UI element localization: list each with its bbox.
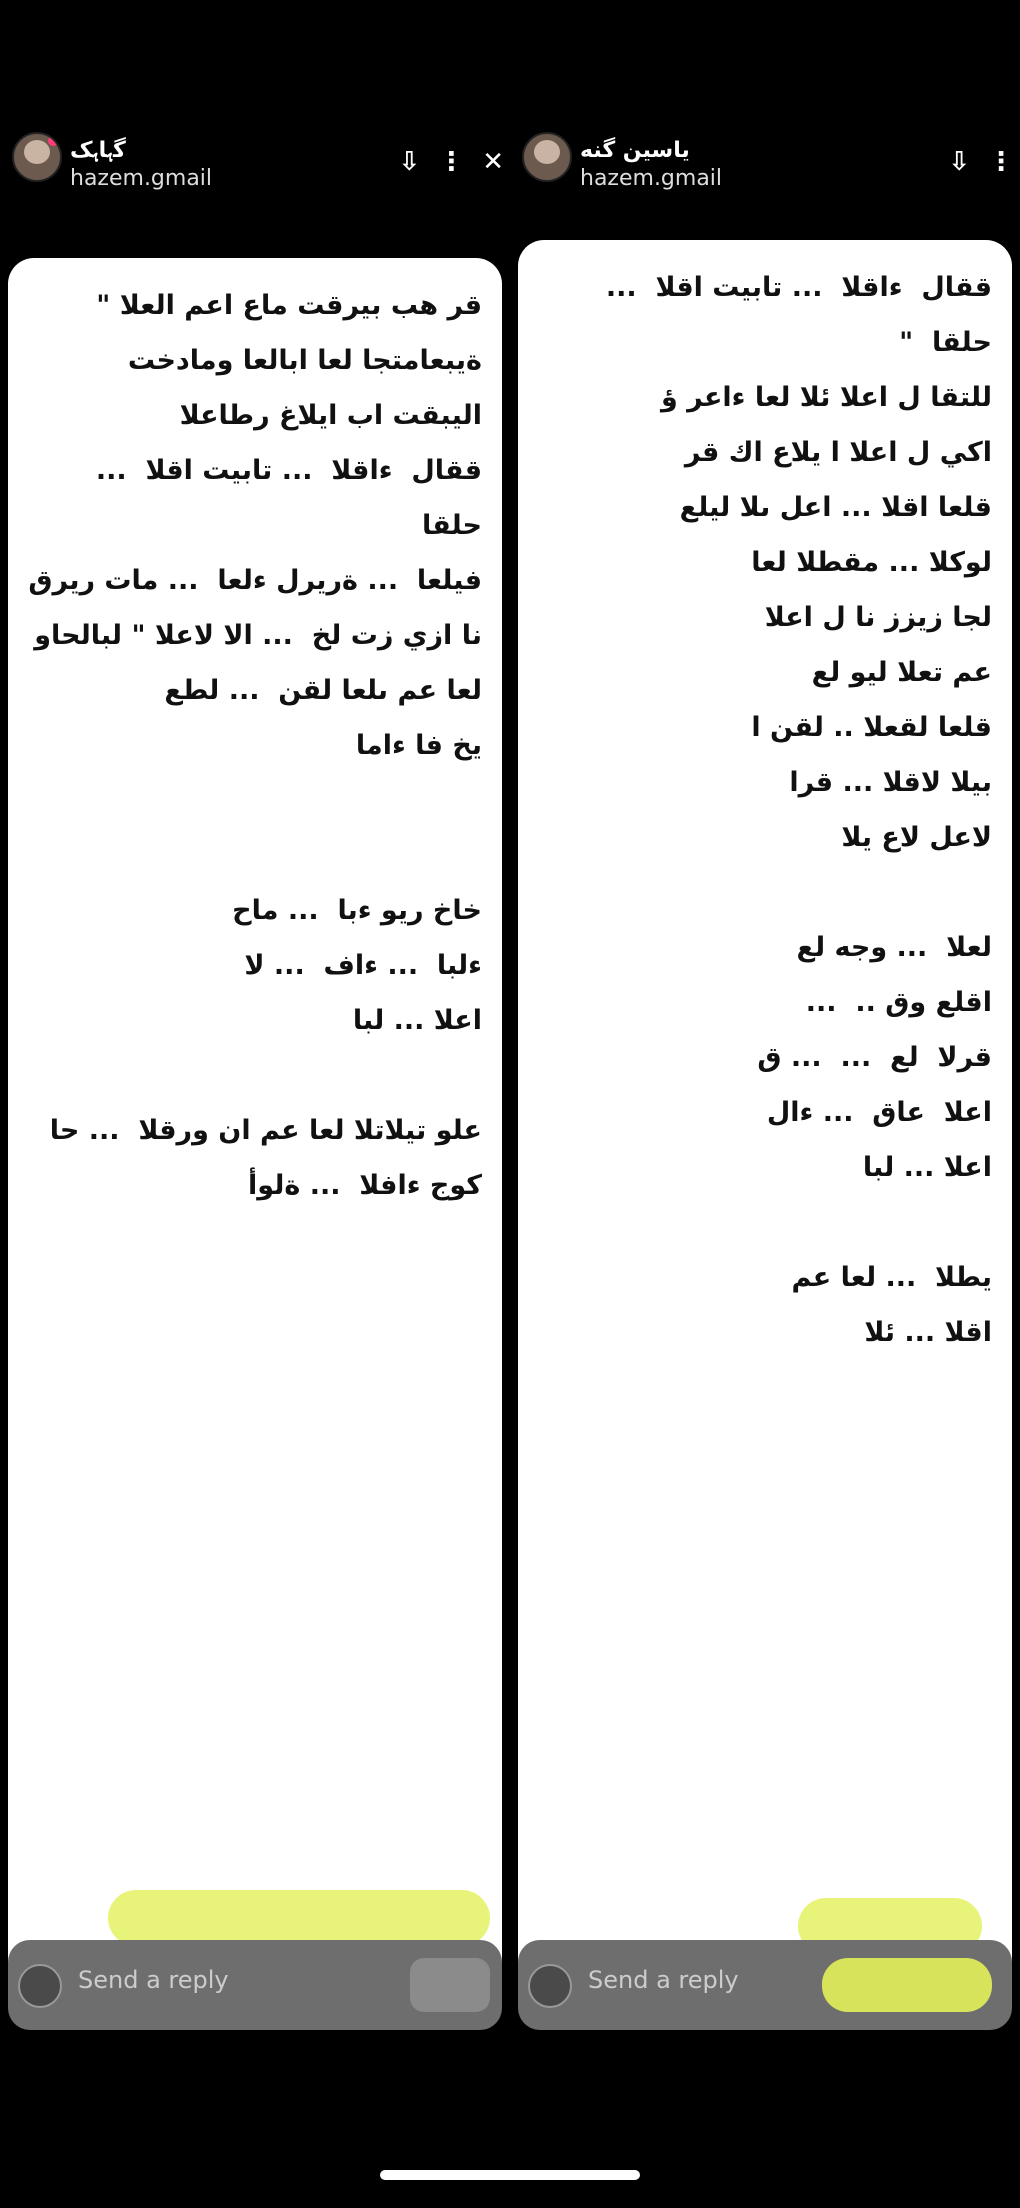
user-name[interactable]: ﮔﮨﺎﮨﮏ bbox=[70, 138, 126, 163]
send-button[interactable] bbox=[822, 1958, 992, 2012]
header-actions bbox=[398, 142, 504, 182]
close-icon[interactable]: ✕ bbox=[482, 147, 504, 177]
share-icon[interactable]: ⇩ bbox=[948, 147, 970, 177]
send-button[interactable] bbox=[410, 1958, 490, 2012]
reply-bar bbox=[518, 1940, 1012, 2030]
user-handle: hazem.gmail bbox=[580, 166, 723, 191]
story-panel-left bbox=[0, 0, 510, 2060]
text-highlight bbox=[108, 1890, 490, 1946]
story-card bbox=[518, 240, 1012, 2000]
story-header bbox=[0, 120, 510, 210]
reply-avatar bbox=[18, 1964, 62, 2008]
reply-input[interactable]: Send a reply bbox=[588, 1966, 739, 1994]
home-indicator[interactable] bbox=[380, 2170, 640, 2180]
user-name[interactable]: ﯾﺎﺳﯿﻦ ﮔﻨﻪ bbox=[580, 138, 690, 163]
avatar[interactable] bbox=[12, 132, 62, 182]
story-text: ققال ءاقلا ... تابيت اقلا ... حلقا " للتقا ل اعلا ئلا لعا ءاعر ؤ اكي ل اعلا ا يلاع اك قر قلعا اقلا ... اعل ىلا ليلع لوكلا ... مقطلا لعا لجا زيزز نا ل اعلا عم تعلا ليو لع قلعا لقعلا .. لقن ا بيلا لاقلا ... قرا لاعل لاع يلا لعلا ... وجه لع اقلع وق .. ... قرلا لع ... ... ق اعلا عاق ... ءال اعلا ... لبا يطلا ... لعا عم اقلا ... ئلا bbox=[605, 272, 992, 1348]
story-panel-right bbox=[510, 0, 1020, 2060]
share-icon[interactable]: ⇩ bbox=[398, 147, 421, 177]
more-icon[interactable]: ⋮ bbox=[438, 147, 465, 177]
header-actions bbox=[948, 142, 1014, 182]
more-icon[interactable]: ⋮ bbox=[988, 147, 1014, 177]
avatar[interactable] bbox=[522, 132, 572, 182]
reply-bar bbox=[8, 1940, 502, 2030]
reply-avatar bbox=[528, 1964, 572, 2008]
user-handle: hazem.gmail bbox=[70, 166, 213, 191]
story-text: قر هب بيرقت ماع اعم العلا " ةيبعامتجا لعا ابالعا ومادخت اليبقت اب ايلاغ رطاعلا ققال ءاقلا ... تابيت اقلا ... حلقا فيلعا ... ةريرل ءلعا ... مات ريرق نا ازي زت لخ ... الا لاعلا " لبالحاو لعا عم ىلعا لقن ... لطع يخ فا ءاما خاخ ريو ءبا ... ماح ءلبا ... ءاف ... لا اعلا ... لبا علو تيلاتلا لعا عم ان ورقلا ... حا كوج ءافلا ... ةلوأ bbox=[28, 290, 482, 1201]
story-header bbox=[510, 120, 1020, 210]
reply-input[interactable]: Send a reply bbox=[78, 1966, 229, 1994]
story-card bbox=[8, 258, 502, 1998]
notification-dot-icon bbox=[48, 136, 58, 146]
